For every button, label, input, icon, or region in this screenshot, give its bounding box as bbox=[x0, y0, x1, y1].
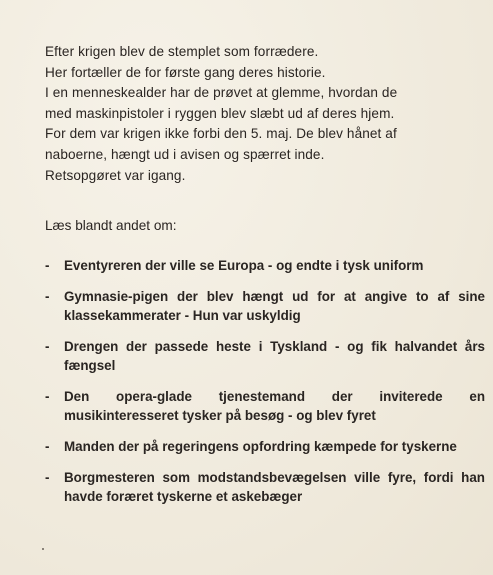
intro-line: Efter krigen blev de stemplet som forrædere. bbox=[45, 44, 319, 59]
list-item-text: Gymnasie-pigen der blev hængt ud for at angive to af sine klassekammerater - Hun var uskyldig bbox=[64, 289, 485, 323]
list-item-text: Borgmesteren som modstandsbevægelsen ville fyre, fordi han havde foræret tyskerne et askebæger bbox=[64, 470, 485, 504]
intro-line: naboerne, hængt ud i avisen og spærret inde. bbox=[45, 146, 325, 162]
highlights-list bbox=[45, 256, 485, 518]
list-item bbox=[45, 387, 485, 425]
list-item bbox=[45, 337, 485, 375]
bullet-dash: - bbox=[45, 470, 50, 485]
list-item bbox=[45, 437, 485, 456]
bullet-dash: - bbox=[45, 389, 50, 404]
bullet-dash: - bbox=[45, 289, 50, 304]
intro-paragraph bbox=[45, 42, 485, 186]
intro-line: Her fortæller de for første gang deres historie. bbox=[45, 64, 326, 80]
bullet-dash: - bbox=[45, 258, 50, 273]
intro-line: Retsopgøret var igang. bbox=[45, 167, 186, 183]
list-item bbox=[45, 468, 485, 506]
intro-line: med maskinpistoler i ryggen blev slæbt ud af deres hjem. bbox=[45, 105, 395, 121]
list-item-text: Drengen der passede heste i Tyskland - og fik halvandet års fængsel bbox=[64, 339, 485, 373]
list-item-text: Manden der på regeringens opfordring kæmpede for tyskerne bbox=[64, 439, 457, 454]
print-speck bbox=[42, 548, 44, 550]
bullet-dash: - bbox=[45, 439, 50, 454]
intro-line: I en menneskealder har de prøvet at glemme, hvordan de bbox=[45, 85, 398, 101]
intro-line: For dem var krigen ikke forbi den 5. maj. De blev hånet af bbox=[45, 126, 397, 142]
list-item-text: Eventyreren der ville se Europa - og endte i tysk uniform bbox=[64, 258, 424, 273]
list-item bbox=[45, 256, 485, 275]
bullet-dash: - bbox=[45, 339, 50, 354]
list-item bbox=[45, 287, 485, 325]
list-item-text: Den opera-glade tjenestemand der inviterede en musikinteresseret tysker på besøg - og blev fyret bbox=[64, 389, 485, 423]
list-heading: Læs blandt andet om: bbox=[45, 218, 177, 233]
